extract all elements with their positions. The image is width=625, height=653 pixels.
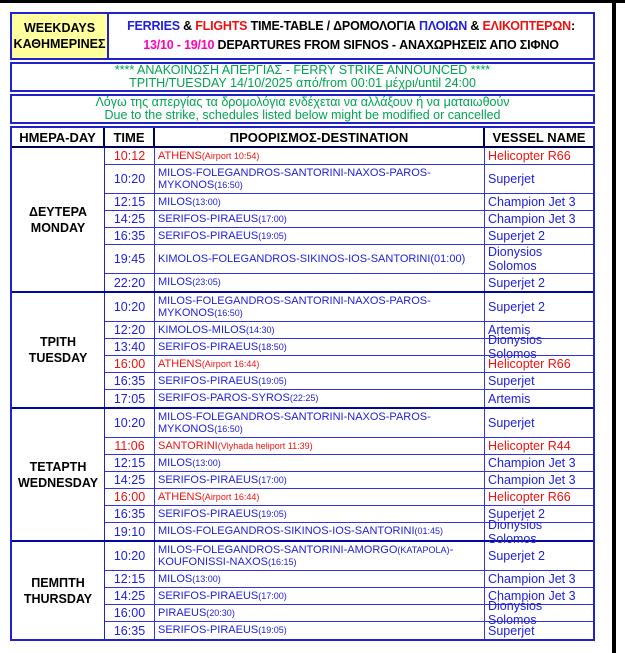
title-segment: FERRIES [127, 19, 180, 33]
title-box [10, 12, 595, 60]
destination-segment: KOUFONISSI-NAXOS [158, 556, 269, 568]
vessel-cell: Helicopter R66 [488, 490, 571, 504]
timetable-row [105, 245, 593, 274]
day-cell [12, 409, 105, 540]
destination-text [158, 213, 287, 226]
destination-text [158, 607, 235, 620]
header-day: ΗΜΕΡΑ-DAY [12, 128, 105, 146]
destination-cell [155, 322, 485, 338]
destination-segment: MILOS-FOLEGANDROS-SIKINOS-IOS-SANTORINI [158, 525, 415, 538]
destination-text [158, 573, 221, 586]
destination-cell [155, 228, 485, 244]
destination-segment: (19:05) [258, 625, 287, 636]
timetable-row [105, 390, 593, 407]
destination-segment: SERIFOS-PIRAEUS [158, 229, 259, 242]
title-segment: TIME-TABLE / ΔΡΟΜΟΛΟΓΙΑ [247, 19, 419, 33]
destination-text [158, 457, 221, 470]
timetable-row [105, 293, 593, 322]
title-segment: : [570, 19, 575, 33]
vessel-cell: Champion Jet 3 [488, 212, 576, 226]
destination-segment: (17:00) [258, 213, 287, 224]
timetable-row [105, 356, 593, 373]
title-segment: DEPARTURES FROM SIFNOS - ΑΝΑΧΩΡΗΣΕΙΣ ΑΠΟ ΣΙΦΝΟ [214, 38, 559, 52]
vessel-cell: Artemis [488, 323, 531, 337]
destination-segment: SERIFOS-PIRAEUS [158, 473, 259, 486]
destination-segment: (18:50) [258, 341, 287, 352]
vessel-cell: Artemis [488, 391, 531, 406]
destination-cell [155, 489, 485, 505]
destination-cell [155, 506, 485, 522]
destination-cell [155, 339, 485, 355]
destination-cell [155, 356, 485, 372]
destination-segment: (16:50) [214, 424, 243, 434]
day-rows [105, 409, 593, 546]
destination-cell [155, 523, 485, 540]
time-cell: 12:15 [105, 455, 155, 471]
time-cell: 12:15 [105, 194, 155, 210]
time-cell: 10:20 [105, 409, 155, 437]
destination-cell [155, 455, 485, 471]
page-right-border [612, 0, 616, 653]
destination-segment: (13:00) [192, 457, 221, 468]
destination-segment: (19:05) [258, 375, 287, 386]
time-cell: 14:25 [105, 472, 155, 488]
destination-segment: MILOS-FOLEGANDROS-SANTORINI-AMORGO [158, 543, 398, 556]
time-cell: 17:05 [105, 390, 155, 407]
destination-segment: MILOS [158, 456, 193, 469]
day-cell [12, 542, 105, 639]
destination-segment: (16:15) [268, 557, 297, 567]
destination-text [158, 440, 313, 453]
time-cell: 16:35 [105, 506, 155, 522]
day-rows [105, 148, 593, 291]
destination-text [158, 392, 318, 405]
destination-segment: MILOS [158, 276, 193, 289]
destination-segment: SERIFOS-PIRAEUS [158, 507, 259, 520]
time-cell: 16:00 [105, 356, 155, 372]
vessel-cell: Superjet [488, 416, 535, 430]
vessel-cell: Superjet 2 [488, 275, 545, 290]
destination-segment: (KATAPOLA) [397, 544, 450, 555]
weekdays-label-el: ΚΑΘΗΜΕΡΙΝΕΣ [13, 37, 106, 51]
destination-segment: (13:00) [192, 573, 221, 584]
destination-cell [155, 211, 485, 227]
destination-text [158, 341, 287, 354]
strike-announcement-box [10, 62, 595, 92]
time-cell: 16:35 [105, 622, 155, 639]
time-cell: 13:40 [105, 339, 155, 355]
notice-line-english: Due to the strike, schedules listed below might be modified or cancelled [104, 108, 501, 122]
weekdays-cell [12, 14, 109, 58]
timetable-row [105, 438, 593, 455]
day-cell [12, 293, 105, 407]
day-name-english: WEDNESDAY [17, 475, 99, 490]
destination-cell [155, 409, 485, 437]
destination-cell [155, 165, 485, 193]
destination-segment: (17:00) [258, 590, 287, 601]
timetable-row [105, 373, 593, 390]
destination-segment: MILOS-FOLEGANDROS-SANTORINI-NAXOS-PAROS- [158, 294, 431, 307]
destination-text [158, 508, 287, 521]
time-cell: 16:35 [105, 373, 155, 389]
title-segment: ΠΛΟΙΩΝ [419, 19, 468, 33]
time-cell: 19:10 [105, 523, 155, 540]
vessel-cell: Champion Jet 3 [488, 589, 576, 603]
destination-cell [155, 274, 485, 291]
vessel-cell: Superjet 2 [488, 549, 545, 563]
timetable-row [105, 542, 593, 571]
page-top-border [0, 0, 625, 3]
destination-text [158, 295, 431, 320]
vessel-cell: Dionysios Solomos [488, 599, 543, 627]
vessel-cell: Champion Jet 3 [488, 572, 576, 586]
timetable-row [105, 228, 593, 245]
vessel-cell: Champion Jet 3 [488, 195, 576, 209]
destination-segment: KIMOLOS-MILOS [158, 323, 247, 336]
destination-segment: (19:05) [258, 230, 287, 241]
day-name-greek: ΠΕΜΠΤΗ [31, 575, 85, 590]
destination-text [158, 525, 443, 538]
destination-segment: MILOS-FOLEGANDROS-SANTORINI-NAXOS-PAROS- [158, 410, 431, 423]
day-name-greek: ΤΕΤΑΡΤΗ [29, 459, 87, 474]
destination-cell [155, 571, 485, 587]
title-segment: & [179, 19, 196, 33]
time-cell: 10:12 [105, 148, 155, 164]
day-name-greek: ΤΡΙΤΗ [39, 335, 77, 349]
day-name-greek: ΔΕΥΤΕΡΑ [28, 204, 88, 219]
destination-cell [155, 390, 485, 407]
destination-segment: SANTORINI [158, 439, 218, 452]
destination-segment: ATHENS [158, 357, 202, 370]
destination-segment: (Airport 16:44) [201, 358, 260, 369]
destination-text [158, 167, 431, 192]
destination-text [158, 411, 431, 436]
destination-cell [155, 542, 485, 570]
destination-text [158, 196, 221, 209]
day-rows [105, 293, 593, 407]
destination-segment: (23:05) [192, 277, 221, 288]
destination-segment: (17:00) [258, 474, 287, 485]
destination-text [158, 150, 259, 163]
title-line-1 [127, 17, 575, 36]
timetable-row [105, 165, 593, 194]
destination-text [158, 375, 287, 388]
timetable-row [105, 489, 593, 506]
strike-line-greek: **** ΑΝΑΚΟΙΝΩΣΗ ΑΠΕΡΓΙΑΣ - FERRY STRIKE ANNOUNCED **** [114, 62, 491, 77]
weekdays-label-en: WEEKDAYS [23, 21, 96, 35]
destination-segment: MYKONOS [158, 307, 215, 319]
destination-segment: KIMOLOS-FOLEGANDROS-SIKINOS-IOS-SANTORINI(01:00) [158, 252, 466, 265]
destination-text [158, 324, 275, 337]
destination-text [158, 590, 287, 603]
destination-text [158, 624, 287, 637]
vessel-cell: Dionysios Solomos [488, 333, 543, 361]
vessel-cell: Superjet 2 [488, 507, 545, 521]
table-header-row [12, 128, 593, 148]
destination-cell [155, 245, 485, 273]
destination-segment: MILOS-FOLEGANDROS-SANTORINI-NAXOS-PAROS- [158, 166, 431, 179]
destination-segment: SERIFOS-PIRAEUS [158, 589, 259, 602]
timetable-row [105, 148, 593, 165]
destination-segment: SERIFOS-PIRAEUS [158, 340, 259, 353]
time-cell: 11:06 [105, 438, 155, 454]
destination-text [158, 544, 453, 569]
day-name-english: TUESDAY [28, 351, 88, 365]
day-cell [12, 148, 105, 291]
title-cell [109, 14, 593, 58]
day-group-thursday [12, 542, 593, 639]
title-segment: FLIGHTS [195, 19, 248, 33]
time-cell: 10:20 [105, 542, 155, 570]
destination-cell [155, 148, 485, 164]
vessel-cell: Champion Jet 3 [488, 473, 576, 487]
day-name-english: MONDAY [30, 220, 86, 235]
vessel-cell: Helicopter R44 [488, 439, 571, 453]
destination-cell [155, 194, 485, 210]
time-cell: 10:20 [105, 165, 155, 193]
vessel-cell: Helicopter R66 [488, 149, 571, 163]
destination-segment: (14:30) [246, 324, 275, 335]
destination-segment: MILOS [158, 195, 193, 208]
timetable-row [105, 571, 593, 588]
title-segment: & [467, 19, 483, 33]
destination-segment: (13:00) [192, 196, 221, 207]
timetable-row [105, 211, 593, 228]
destination-segment: MILOS [158, 572, 193, 585]
destination-cell [155, 588, 485, 604]
vessel-cell: Superjet 2 [488, 229, 545, 243]
destination-segment: (16:50) [214, 180, 243, 190]
destination-segment: SERIFOS-PIRAEUS [158, 624, 259, 637]
timetable-row [105, 274, 593, 291]
notice-line-greek: Λόγω της απεργίας τα δρομολόγια ενδέχεται να αλλάξουν ή να ματαιωθούν [95, 94, 510, 109]
title-segment: 13/10 - 19/10 [143, 38, 215, 52]
destination-segment: SERIFOS-PIRAEUS [158, 212, 259, 225]
destination-text [158, 253, 465, 266]
vessel-cell: Champion Jet 3 [488, 456, 576, 470]
vessel-cell: Helicopter R66 [488, 357, 571, 371]
destination-cell [155, 622, 485, 639]
vessel-cell: Superjet [488, 623, 535, 638]
destination-segment: (Airport 10:54) [201, 150, 260, 161]
vessel-cell: Dionysios Solomos [488, 245, 543, 273]
destination-text [158, 358, 259, 371]
destination-segment: SERIFOS-PAROS-SYROS [158, 392, 290, 405]
timetable-content [10, 12, 595, 641]
vessel-cell: Dionysios Solomos [488, 517, 543, 546]
day-group-monday [12, 148, 593, 293]
vessel-cell: Superjet [488, 172, 535, 186]
destination-cell [155, 438, 485, 454]
timetable-row [105, 333, 593, 361]
header-destination: ΠΡΟΟΡΙΣΜΟΣ-DESTINATION [155, 128, 485, 146]
timetable [10, 126, 595, 641]
time-cell: 22:20 [105, 274, 155, 291]
table-body [12, 148, 593, 639]
destination-segment: (20:30) [206, 607, 235, 618]
time-cell: 16:00 [105, 489, 155, 505]
timetable-row [105, 455, 593, 472]
destination-segment: MYKONOS [158, 179, 215, 191]
destination-text [158, 230, 287, 243]
destination-segment: ATHENS [158, 149, 202, 162]
time-cell: 10:20 [105, 293, 155, 321]
day-group-tuesday [12, 293, 593, 409]
day-group-wednesday [12, 409, 593, 546]
time-cell: 19:45 [105, 245, 155, 273]
time-cell: 16:35 [105, 228, 155, 244]
destination-text [158, 276, 221, 289]
destination-segment: (19:05) [258, 508, 287, 519]
timetable-row [105, 622, 593, 639]
time-cell: 12:20 [105, 322, 155, 338]
header-time: TIME [105, 128, 155, 146]
destination-segment: ATHENS [158, 490, 202, 503]
destination-segment: PIRAEUS [158, 606, 207, 619]
destination-segment: (Airport 16:44) [201, 491, 260, 502]
timetable-row [105, 599, 593, 627]
timetable-row [105, 472, 593, 489]
destination-segment: SERIFOS-PIRAEUS [158, 374, 259, 387]
destination-text [158, 474, 287, 487]
destination-cell [155, 605, 485, 621]
vessel-cell: Superjet 2 [488, 300, 545, 314]
timetable-row [105, 194, 593, 211]
vessel-cell: Superjet [488, 374, 535, 388]
destination-segment: (01:45) [414, 526, 444, 537]
destination-segment: - [449, 543, 454, 556]
time-cell: 12:15 [105, 571, 155, 587]
strike-line-date: ΤΡΙΤΗ/TUESDAY 14/10/2025 από/from 00:01 μέχρι/until 24:00 [129, 76, 476, 90]
destination-cell [155, 293, 485, 321]
destination-segment: (Vlyhada heliport 11:39) [217, 440, 313, 451]
day-rows [105, 542, 593, 639]
destination-cell [155, 472, 485, 488]
time-cell: 14:25 [105, 211, 155, 227]
destination-cell [155, 373, 485, 389]
title-line-2 [143, 36, 559, 55]
timetable-row [105, 409, 593, 438]
notice-box [10, 94, 595, 124]
destination-segment: MYKONOS [158, 423, 215, 435]
destination-segment: (22:25) [289, 393, 319, 404]
time-cell: 16:00 [105, 605, 155, 621]
title-segment: ΕΛΙΚΟΠΤΕΡΩΝ [482, 19, 571, 33]
header-vessel-name: VESSEL NAME [492, 129, 586, 145]
destination-segment: (16:50) [214, 308, 243, 318]
destination-text [158, 491, 259, 504]
time-cell: 14:25 [105, 588, 155, 604]
timetable-row [105, 517, 593, 546]
day-name-english: THURSDAY [23, 591, 93, 606]
